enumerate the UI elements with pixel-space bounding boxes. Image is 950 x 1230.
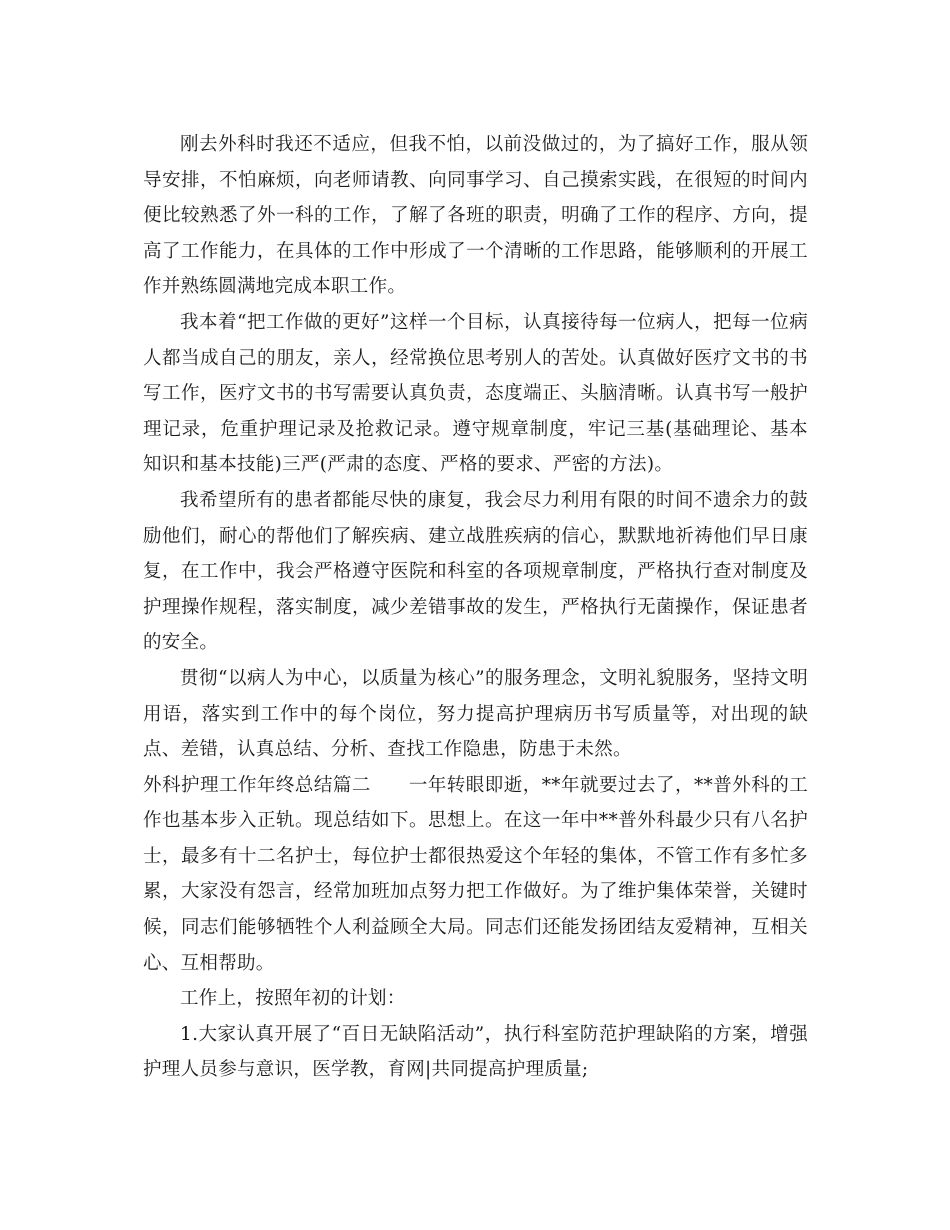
paragraph-patient-recovery: 我希望所有的患者都能尽快的康复，我会尽力利用有限的时间不遗余力的鼓励他们，耐心的帮他们了解疾病、建立战胜疾病的信心，默默地祈祷他们早日康复，在工作中，我会严格遵守医院和科室的各项规章制度，严格执行查对制度及护理操作规程，落实制度，减少差错事故的发生，严格执行无菌操作，保证患者的安全。 bbox=[143, 489, 808, 654]
paragraph-work-item-1: 1.大家认真开展了“百日无缺陷活动”，执行科室防范护理缺陷的方案，增强护理人员参与意识，医学教，育网|共同提高护理质量; bbox=[143, 1023, 808, 1081]
paragraph-patient-care-goal: 我本着“把工作做的更好”这样一个目标，认真接待每一位病人，把每一位病人都当成自己的朋友，亲人，经常换位思考别人的苦处。认真做好医疗文书的书写工作，医疗文书的书写需要认真负责，态度端正、头脑清晰。认真书写一般护理记录，危重护理记录及抢救记录。遵守规章制度，牢记三基(基础理论、基本知识和基本技能)三严(严肃的态度、严格的要求、严密的方法)。 bbox=[143, 311, 808, 476]
document-body bbox=[143, 127, 808, 1088]
paragraph-summary-part-two: 外科护理工作年终总结篇二 一年转眼即逝，**年就要过去了，**普外科的工作也基本步入正轨。现总结如下。思想上。在这一年中**普外科最少只有八名护士，最多有十二名护士，每位护士都很热爱这个年轻的集体，不管工作有多忙多累，大家没有怨言，经常加班加点努力把工作做好。为了维护集体荣誉，关键时候，同志们能够牺牲个人利益顾全大局。同志们还能发扬团结友爱精神，互相关心、互相帮助。 bbox=[143, 774, 808, 974]
paragraph-work-plan-intro: 工作上，按照年初的计划： bbox=[180, 988, 406, 1010]
paragraph-adapting-to-surgery: 刚去外科时我还不适应，但我不怕，以前没做过的，为了搞好工作，服从领导安排，不怕麻烦，向老师请教、向同事学习、自己摸索实践，在很短的时间内便比较熟悉了外一科的工作，了解了各班的职责，明确了工作的程序、方向，提高了工作能力，在具体的工作中形成了一个清晰的工作思路，能够顺利的开展工作并熟练圆满地完成本职工作。 bbox=[143, 134, 808, 298]
paragraph-service-philosophy: 贯彻“以病人为中心，以质量为核心”的服务理念，文明礼貌服务，坚持文明用语，落实到工作中的每个岗位，努力提高护理病历书写质量等，对出现的缺点、差错，认真总结、分析、查找工作隐患，防患于未然。 bbox=[143, 667, 808, 761]
